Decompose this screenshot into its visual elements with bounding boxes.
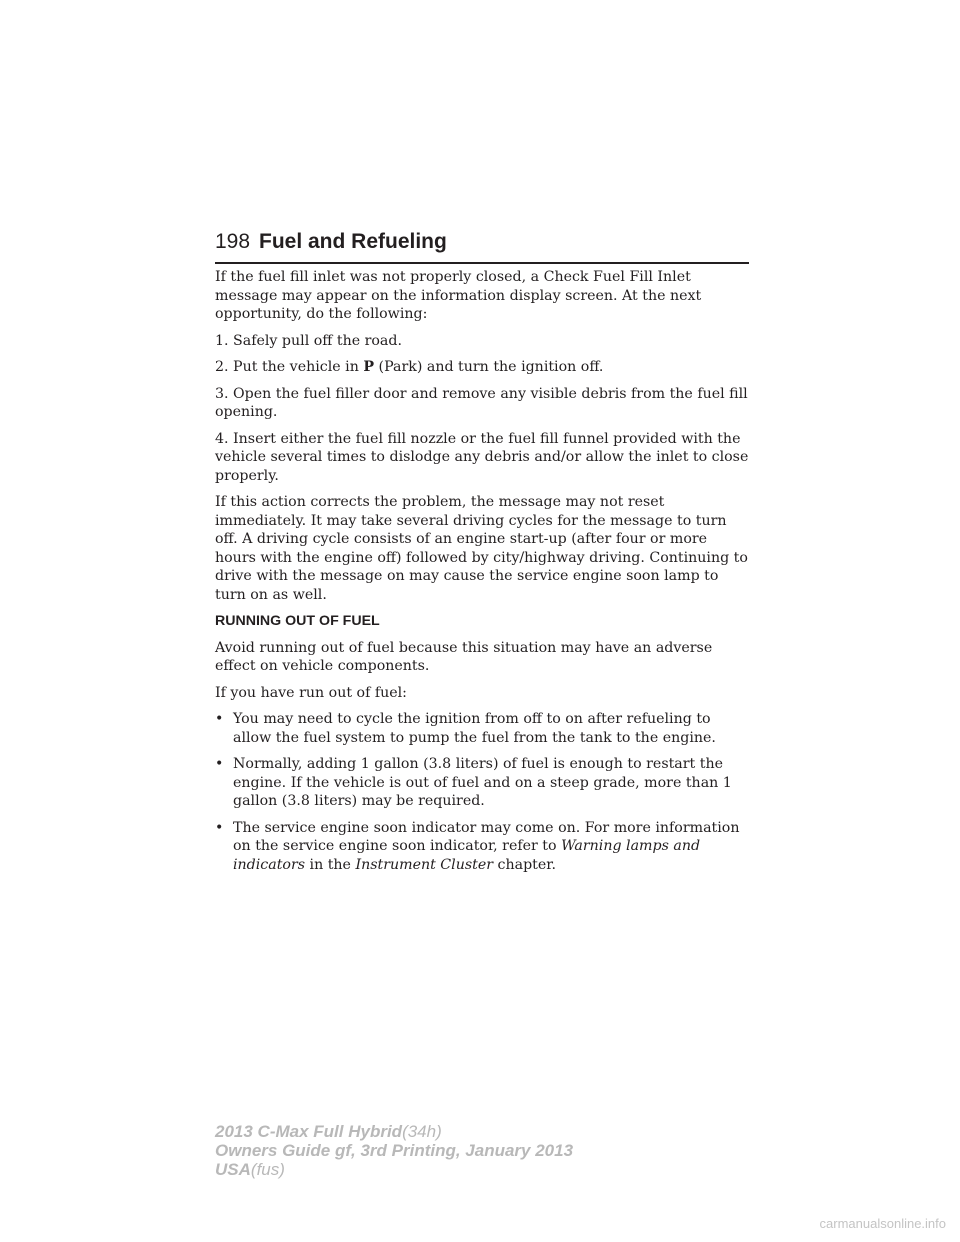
footer-model-code: (34h) [402, 1122, 442, 1141]
footer-line-1 [215, 1122, 573, 1141]
bullet-text: You may need to cycle the ignition from off to on after refueling to allow the fuel system to pump the fuel from the tank to the engine. [233, 711, 716, 746]
bullet-list [215, 710, 750, 874]
footer-model: 2013 C-Max Full Hybrid [215, 1122, 403, 1141]
after-steps-paragraph: If this action corrects the problem, the message may not reset immediately. It may take several driving cycles for the message to turn off. A driving cycle consists of an engine start-up (after four or more hours with the engine off) followed by city/highway driving. Continuing to drive with the message on may cause the service engine soon lamp to turn on as well. [215, 494, 748, 603]
section-title: Fuel and Refueling [259, 230, 447, 253]
heading-paragraph: Avoid running out of fuel because this situation may have an adverse effect on vehicle components. [215, 639, 713, 674]
cross-reference-link[interactable]: Warning lamps and indicators [233, 838, 701, 873]
bullet-text-pre: The service engine soon indicator may come on. For more information on the service engine soon indicator, refer to [233, 819, 740, 854]
bullet-icon: • [215, 819, 224, 836]
chapter-reference-link[interactable]: Instrument Cluster [355, 856, 494, 873]
bullet-icon: • [215, 756, 224, 772]
footer-market-code: (fus) [250, 1160, 285, 1179]
page-header [215, 228, 749, 264]
intro-paragraph: If the fuel fill inlet was not properly closed, a Check Fuel Fill Inlet message may appear on the information display screen. At the next opportunity, do the following: [215, 269, 702, 322]
list-item [215, 819, 750, 875]
park-label: P [363, 359, 375, 375]
footer-market: USA [215, 1160, 251, 1179]
footer-line-3 [215, 1160, 573, 1179]
footer-line-2: Owners Guide gf, 3rd Printing, January 2013 [215, 1141, 574, 1160]
bullet-icon: • [215, 711, 224, 727]
section-heading: RUNNING OUT OF FUEL [215, 613, 380, 629]
bullet-text-mid: in the [305, 856, 356, 873]
step-2 [215, 358, 750, 377]
page-footer [215, 1122, 573, 1179]
step-2-post: (Park) and turn the ignition off. [374, 359, 604, 375]
step-3: 3. Open the fuel filler door and remove any visible debris from the fuel fill opening. [215, 385, 748, 420]
page-number: 198 [215, 230, 251, 253]
step-4: 4. Insert either the fuel fill nozzle or the fuel fill funnel provided with the vehicle several times to dislodge any debris and/or allow the inlet to close properly. [215, 430, 749, 484]
run-out-paragraph: If you have run out of fuel: [215, 684, 407, 701]
page-content [215, 268, 750, 882]
step-2-pre: 2. Put the vehicle in [215, 359, 364, 375]
bullet-text: Normally, adding 1 gallon (3.8 liters) of fuel is enough to restart the engine. If the vehicle is out of fuel and on a steep grade, more than 1 gallon (3.8 liters) may be required. [233, 756, 732, 809]
list-item [215, 755, 750, 811]
step-1: 1. Safely pull off the road. [215, 332, 402, 349]
watermark-text: carmanualsonline.info [819, 1216, 946, 1231]
bullet-text-post: chapter. [493, 856, 556, 873]
list-item [215, 710, 750, 747]
